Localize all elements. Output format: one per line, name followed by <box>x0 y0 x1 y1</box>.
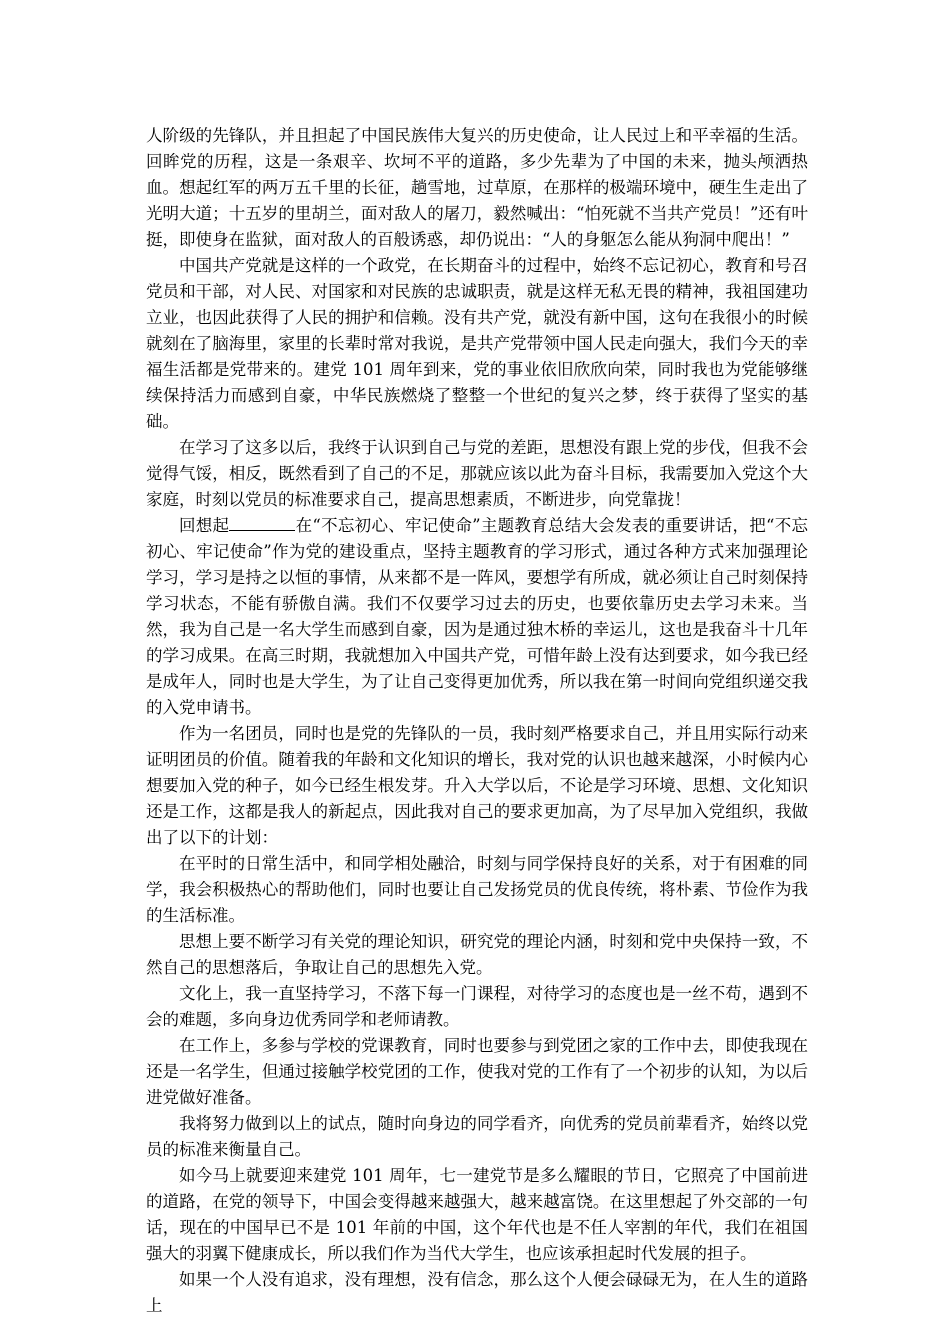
paragraph-6: 在平时的日常生活中，和同学相处融洽，时刻与同学保持良好的关系，对于有困难的同学，我会积极热心的帮助他们，同时也要让自己发扬党员的优良传统，将朴素、节俭作为我的生活标准。 <box>146 854 808 925</box>
paragraph-1: 人阶级的先锋队，并且担起了中国民族伟大复兴的历史使命，让人民过上和平幸福的生活。回眸党的历程，这是一条艰辛、坎坷不平的道路，多少先辈为了中国的未来，抛头颅洒热血。想起红军的两万五千里的长征，趟雪地，过草原，在那样的极端环境中，硬生生走出了光明大道；十五岁的里胡兰，面对敌人的屠刀，毅然喊出：“怕死就不当共产党员！”还有叶挺，即使身在监狱，面对敌人的百般诱惑，却仍说出：“人的身躯怎么能从狗洞中爬出！” <box>146 126 808 249</box>
paragraph-11: 如今马上就要迎来建党 101 周年，七一建党节是多么耀眼的节日，它照亮了中国前进的道路，在党的领导下，中国会变得越来越强大，越来越富饶。在这里想起了外交部的一句话，现在的中国早已不是 101 年前的中国，这个年代也是不任人宰割的年代，我们在祖国强大的羽翼下健康成长，所以我们作为当代大学生，也应该承担起时代发展的担子。 <box>146 1166 808 1263</box>
paragraph-12: 如果一个人没有追求，没有理想，没有信念，那么这个人便会碌碌无为，在人生的道路上 <box>146 1270 808 1315</box>
paragraph-9: 在工作上，多参与学校的党课教育，同时也要参与到党团之家的工作中去，即使我现在还是一名学生，但通过接触学校党团的工作，使我对党的工作有了一个初步的认知，为以后进党做好准备。 <box>146 1036 808 1107</box>
paragraph-8: 文化上，我一直坚持学习，不落下每一门课程，对待学习的态度也是一丝不苟，遇到不会的难题，多向身边优秀同学和老师请教。 <box>146 984 808 1029</box>
paragraph-4-body: 在“不忘初心、牢记使命”主题教育总结大会发表的重要讲话，把“不忘初心、牢记使命”作为党的建设重点，坚持主题教育的学习形式，通过各种方式来加强理论学习，学习是持之以恒的事情，从来都不是一阵风，要想学有所成，就必须让自己时刻保持学习状态，不能有骄傲自满。我们不仅要学习过去的历史，也要依靠历史去学习未来。当然，我为自己是一名大学生而感到自豪，因为是通过独木桥的幸运儿，这也是我奋斗十几年的学习成果。在高三时期，我就想加入中国共产党，可惜年龄上没有达到要求，如今我已经是成年人，同时也是大学生，为了让自己变得更加优秀，所以我在第一时间向党组织递交我的入党申请书。 <box>146 516 809 717</box>
paragraph-3: 在学习了这多以后，我终于认识到自己与党的差距，思想没有跟上党的步伐，但我不会觉得气馁，相反，既然看到了自己的不足，那就应该以此为奋斗目标，我需要加入党这个大家庭，时刻以党员的标准要求自己，提高思想素质，不断进步，向党靠拢！ <box>146 438 808 509</box>
paragraph-10: 我将努力做到以上的试点，随时向身边的同学看齐，向优秀的党员前辈看齐，始终以党员的标准来衡量自己。 <box>146 1114 808 1159</box>
paragraph-2: 中国共产党就是这样的一个政党，在长期奋斗的过程中，始终不忘记初心，教育和号召党员和干部，对人民、对国家和对民族的忠诚职责，就是这样无私无畏的精神，我祖国建功立业，也因此获得了人民的拥护和信赖。没有共产党，就没有新中国，这句在我很小的时候就刻在了脑海里，家里的长辈时常对我说，是共产党带领中国人民走向强大，我们今天的幸福生活都是党带来的。建党 101 周年到来，党的事业依旧欣欣向荣，同时我也为党能够继续保持活力而感到自豪，中华民族燃烧了整整一个世纪的复兴之梦，终于获得了坚实的基础。 <box>146 256 808 431</box>
fill-in-blank <box>229 514 295 531</box>
paragraph-4-lead: 回想起 <box>179 516 230 535</box>
paragraph-7: 思想上要不断学习有关党的理论知识，研究党的理论内涵，时刻和党中央保持一致，不然自己的思想落后，争取让自己的思想先入党。 <box>146 932 808 977</box>
paragraph-4 <box>146 513 808 721</box>
paragraph-5: 作为一名团员，同时也是党的先锋队的一员，我时刻严格要求自己，并且用实际行动来证明团员的价值。随着我的年龄和文化知识的增长，我对党的认识也越来越深，小时候内心想要加入党的种子，如今已经生根发芽。升入大学以后，不论是学习环境、思想、文化知识还是工作，这都是我人的新起点，因此我对自己的要求更加高，为了尽早加入党组织，我做出了以下的计划： <box>146 724 808 847</box>
